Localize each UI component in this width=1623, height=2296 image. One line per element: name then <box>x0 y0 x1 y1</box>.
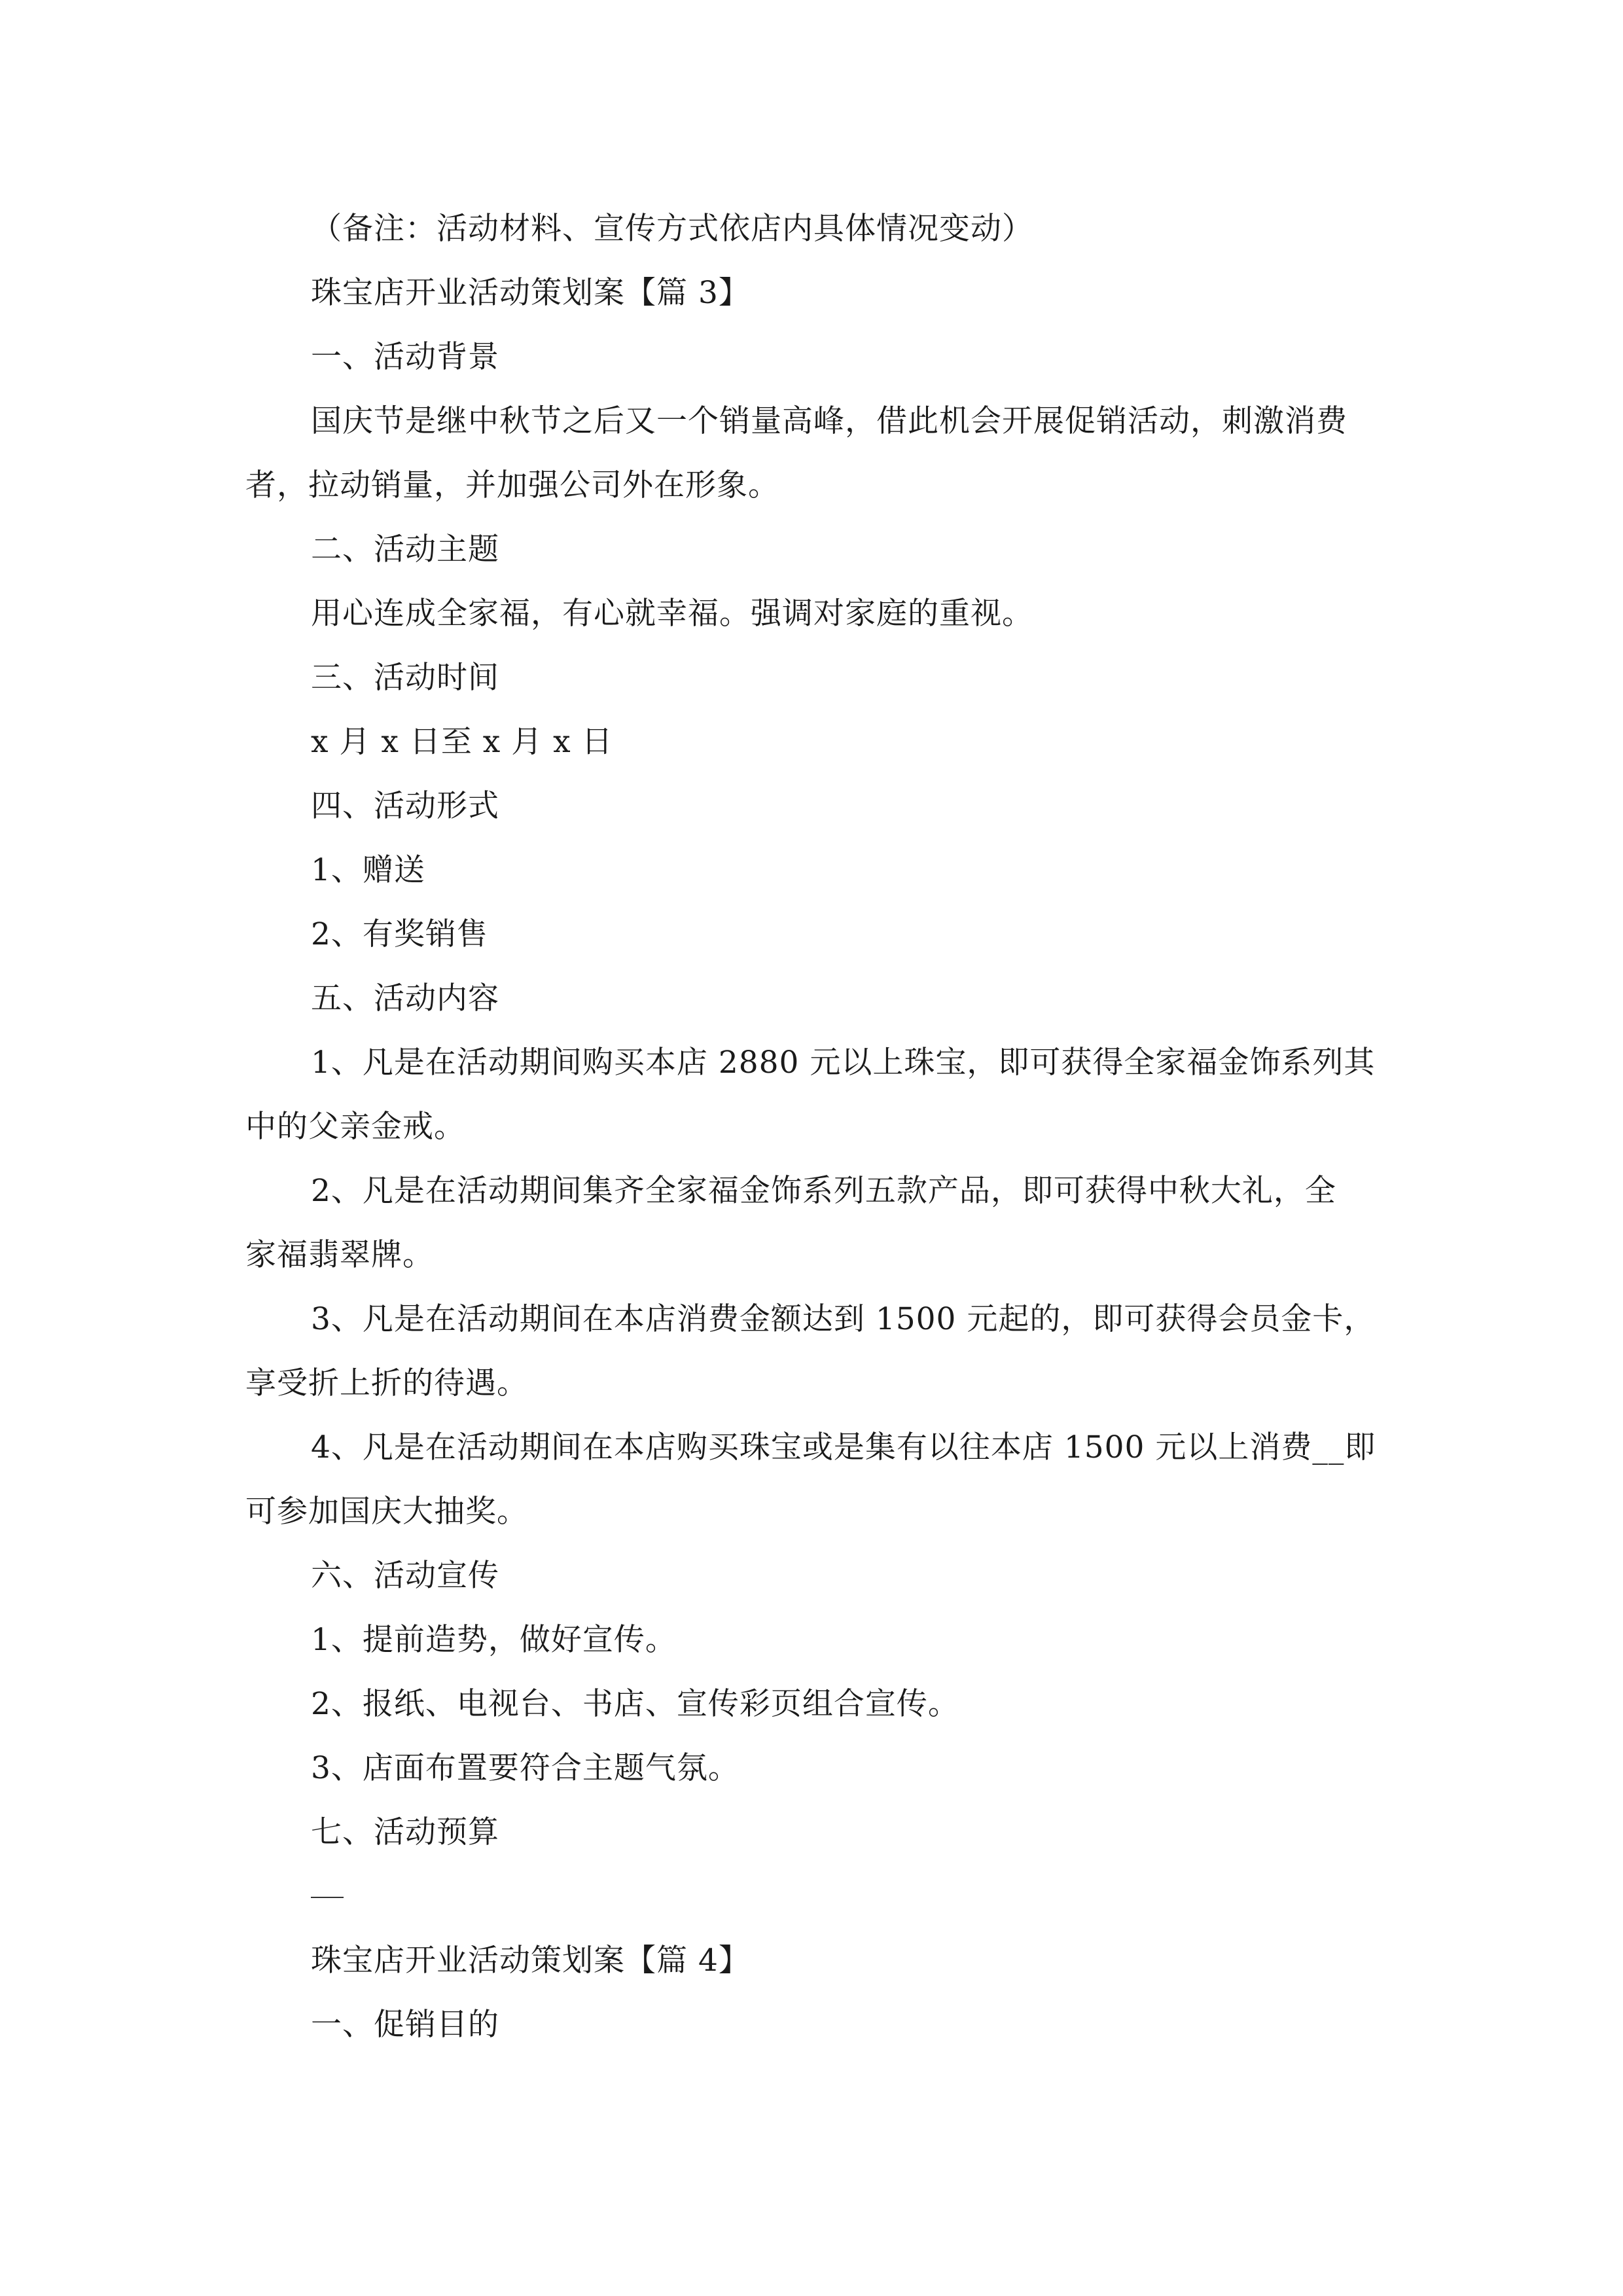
paragraph-line: 国庆节是继中秋节之后又一个销量高峰，借此机会开展促销活动，刺激消费 <box>311 403 1347 439</box>
heading-form: 四、活动形式 <box>311 788 499 824</box>
heading-purpose: 一、促销目的 <box>311 2007 499 2043</box>
list-item: 3、凡是在活动期间在本店消费金额达到 1500 元起的，即可获得会员金卡， <box>311 1301 1376 1337</box>
list-item-continued: 享受折上折的待遇。 <box>245 1365 528 1401</box>
section-title-part4: 珠宝店开业活动策划案【篇 4】 <box>311 1943 750 1979</box>
list-item: 4、凡是在活动期间在本店购买珠宝或是集有以往本店 1500 元以上消费__即 <box>311 1429 1376 1465</box>
list-item-continued: 中的父亲金戒。 <box>245 1109 465 1145</box>
list-item: 2、凡是在活动期间集齐全家福金饰系列五款产品，即可获得中秋大礼，全 <box>311 1173 1336 1209</box>
paragraph-line: 者，拉动销量，并加强公司外在形象。 <box>245 467 779 503</box>
list-item-continued: 可参加国庆大抽奖。 <box>245 1494 528 1530</box>
section-title-part3: 珠宝店开业活动策划案【篇 3】 <box>311 275 750 311</box>
list-item: 2、有奖销售 <box>311 916 488 952</box>
heading-background: 一、活动背景 <box>311 339 499 375</box>
dash-separator <box>311 1897 344 1898</box>
heading-time: 三、活动时间 <box>311 660 499 696</box>
heading-promotion: 六、活动宣传 <box>311 1558 499 1594</box>
paragraph-line: x 月 x 日至 x 月 x 日 <box>311 724 613 760</box>
list-item: 1、凡是在活动期间购买本店 2880 元以上珠宝，即可获得全家福金饰系列其 <box>311 1045 1376 1081</box>
list-item: 1、赠送 <box>311 852 425 888</box>
list-item: 3、店面布置要符合主题气氛。 <box>311 1750 740 1786</box>
paragraph-line: 用心连成全家福，有心就幸福。强调对家庭的重视。 <box>311 596 1033 632</box>
heading-budget: 七、活动预算 <box>311 1814 499 1850</box>
heading-content: 五、活动内容 <box>311 980 499 1016</box>
heading-theme: 二、活动主题 <box>311 531 499 567</box>
list-item: 2、报纸、电视台、书店、宣传彩页组合宣传。 <box>311 1686 959 1722</box>
list-item-continued: 家福翡翠牌。 <box>245 1237 434 1273</box>
note-line: （备注：活动材料、宣传方式依店内具体情况变动） <box>311 211 1033 247</box>
list-item: 1、提前造势，做好宣传。 <box>311 1622 677 1658</box>
